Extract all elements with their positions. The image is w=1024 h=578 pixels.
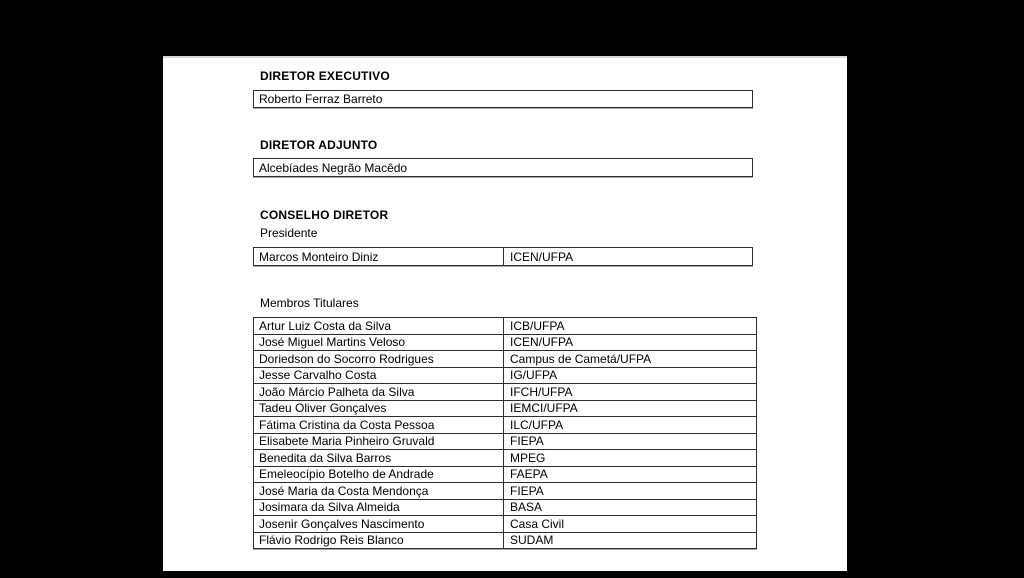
member-institution: IG/UFPA	[510, 368, 558, 383]
presidente-label: Presidente	[260, 226, 318, 240]
member-institution: ICEN/UFPA	[510, 335, 574, 350]
member-name: Tadeu Oliver Gonçalves	[254, 401, 504, 417]
member-institution: FIEPA	[510, 483, 544, 498]
member-name: João Márcio Palheta da Silva	[254, 384, 504, 400]
presidente-institution: ICEN/UFPA	[510, 249, 574, 264]
diretor-adjunto-field	[253, 158, 753, 177]
document-page	[163, 56, 847, 571]
member-row	[254, 449, 756, 466]
member-row	[254, 318, 756, 334]
member-row	[254, 433, 756, 450]
member-name: Benedita da Silva Barros	[254, 450, 504, 466]
member-name: José Maria da Costa Mendonça	[254, 483, 504, 499]
member-institution: FIEPA	[510, 434, 544, 449]
member-name: Jesse Carvalho Costa	[254, 368, 504, 384]
member-row	[254, 416, 756, 433]
member-row	[254, 400, 756, 417]
member-row	[254, 367, 756, 384]
member-institution: MPEG	[510, 450, 546, 465]
member-row	[254, 499, 756, 516]
presidente-name: Marcos Monteiro Diniz	[254, 248, 504, 265]
diretor-executivo-field	[253, 90, 753, 108]
diretor-executivo-name: Roberto Ferraz Barreto	[259, 92, 383, 106]
member-row	[254, 515, 756, 532]
member-institution: IEMCI/UFPA	[510, 401, 578, 416]
member-name: Doriedson do Socorro Rodrigues	[254, 351, 504, 367]
member-institution: ILC/UFPA	[510, 417, 564, 432]
member-institution: BASA	[510, 500, 543, 515]
member-name: Artur Luiz Costa da Silva	[254, 318, 504, 334]
presidente-table	[253, 247, 753, 266]
member-name: Josimara da Silva Almeida	[254, 500, 504, 516]
conselho-diretor-heading: CONSELHO DIRETOR	[260, 208, 389, 222]
member-institution: Casa Civil	[510, 516, 565, 531]
member-institution: FAEPA	[510, 467, 548, 482]
membros-titulares-label: Membros Titulares	[260, 296, 359, 310]
member-row	[254, 334, 756, 351]
member-name: Fátima Cristina da Costa Pessoa	[254, 417, 504, 433]
member-institution: Campus de Cametá/UFPA	[510, 351, 652, 366]
member-institution: SUDAM	[510, 533, 554, 548]
member-name: José Miguel Martins Veloso	[254, 335, 504, 351]
diretor-adjunto-heading: DIRETOR ADJUNTO	[260, 138, 378, 152]
member-row	[254, 350, 756, 367]
member-row	[254, 482, 756, 499]
member-institution: ICB/UFPA	[510, 318, 565, 333]
member-row	[254, 383, 756, 400]
diretor-executivo-heading: DIRETOR EXECUTIVO	[260, 69, 390, 83]
member-name: Emeleocípio Botelho de Andrade	[254, 467, 504, 483]
member-row	[254, 532, 756, 549]
member-name: Josenir Gonçalves Nascimento	[254, 516, 504, 532]
presidente-row	[254, 248, 752, 265]
member-row	[254, 466, 756, 483]
diretor-adjunto-name: Alcebíades Negrão Macêdo	[259, 160, 408, 175]
member-name: Elisabete Maria Pinheiro Gruvald	[254, 434, 504, 450]
member-name: Flávio Rodrigo Reis Blanco	[254, 533, 504, 549]
membros-titulares-table	[253, 317, 757, 549]
member-institution: IFCH/UFPA	[510, 384, 573, 399]
